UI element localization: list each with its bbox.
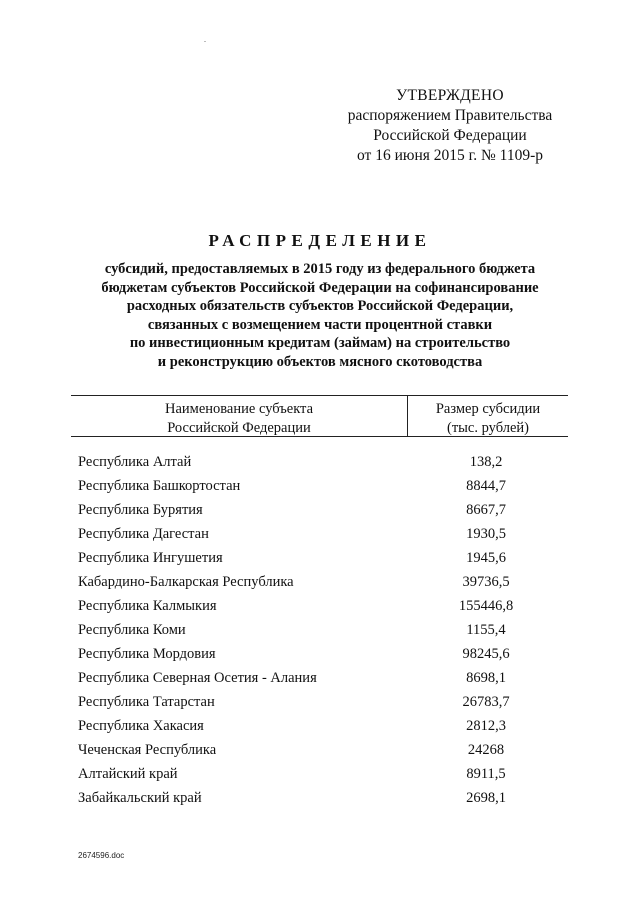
document-footer-filename: 2674596.doc bbox=[78, 851, 125, 860]
approval-line-1: распоряжением Правительства bbox=[347, 107, 553, 124]
header-name-line-2: Российской Федерации bbox=[167, 420, 311, 436]
table-row bbox=[78, 597, 568, 621]
approval-line-3: от 16 июня 2015 г. № 1109-р bbox=[357, 147, 543, 164]
table-row bbox=[78, 573, 568, 597]
subsidy-value: 1155,4 bbox=[466, 622, 506, 638]
subsidy-value: 39736,5 bbox=[462, 574, 510, 590]
subsidy-table-header bbox=[71, 395, 568, 439]
table-row bbox=[78, 549, 568, 573]
subtitle-line: и реконструкцию объектов мясного скотоводства bbox=[157, 353, 483, 370]
table-row bbox=[78, 525, 568, 549]
subsidy-value: 24268 bbox=[467, 742, 505, 758]
subsidy-value: 8667,7 bbox=[466, 502, 506, 518]
table-row bbox=[78, 477, 568, 501]
scan-speck bbox=[204, 41, 206, 42]
header-value-line-2: (тыс. рублей) bbox=[447, 420, 529, 436]
region-name: Республика Калмыкия bbox=[78, 598, 217, 614]
subtitle-line: субсидий, предоставляемых в 2015 году из федерального бюджета bbox=[104, 261, 536, 277]
region-name: Республика Мордовия bbox=[78, 646, 216, 662]
table-row bbox=[78, 741, 568, 765]
document-title: РАСПРЕДЕЛЕНИЕ bbox=[208, 231, 432, 250]
header-value-column bbox=[407, 396, 568, 437]
region-name: Республика Дагестан bbox=[78, 526, 209, 542]
table-row bbox=[78, 717, 568, 741]
header-name-line-1: Наименование субъекта bbox=[164, 401, 314, 417]
approval-block bbox=[330, 86, 570, 166]
region-name: Республика Северная Осетия - Алания bbox=[78, 670, 317, 686]
subsidy-value: 155446,8 bbox=[458, 598, 514, 614]
table-row bbox=[78, 765, 568, 789]
table-row bbox=[78, 789, 568, 813]
subsidy-value: 1945,6 bbox=[466, 550, 506, 566]
header-value-line-1: Размер субсидии bbox=[435, 401, 541, 417]
subtitle-line: расходных обязательств субъектов Российской Федерации, bbox=[126, 298, 514, 315]
region-name: Алтайский край bbox=[78, 766, 178, 782]
region-name: Кабардино-Балкарская Республика bbox=[78, 574, 294, 590]
table-header-row bbox=[71, 395, 568, 439]
table-row bbox=[78, 621, 568, 645]
subsidy-value: 1930,5 bbox=[466, 526, 506, 542]
region-name: Республика Ингушетия bbox=[78, 550, 223, 566]
region-name: Республика Хакасия bbox=[78, 718, 204, 734]
subsidy-value: 26783,7 bbox=[462, 694, 510, 710]
region-name: Чеченская Республика bbox=[78, 742, 217, 758]
region-name: Республика Бурятия bbox=[78, 502, 203, 518]
region-name: Республика Татарстан bbox=[78, 694, 215, 710]
region-name: Забайкальский край bbox=[78, 790, 202, 806]
region-name: Республика Башкортостан bbox=[78, 478, 241, 494]
table-row bbox=[78, 693, 568, 717]
subsidy-value: 8911,5 bbox=[466, 766, 506, 782]
subsidy-value: 138,2 bbox=[469, 454, 503, 470]
document-subtitle bbox=[20, 260, 620, 372]
header-name-column bbox=[71, 396, 407, 437]
table-row bbox=[78, 645, 568, 669]
subsidy-value: 2812,3 bbox=[466, 718, 506, 734]
subsidy-value: 8844,7 bbox=[466, 478, 506, 494]
subtitle-line: бюджетам субъектов Российской Федерации на софинансирование bbox=[101, 279, 539, 296]
subsidy-value: 98245,6 bbox=[462, 646, 510, 662]
table-row bbox=[78, 669, 568, 693]
subsidy-table-body bbox=[78, 453, 568, 813]
region-name: Республика Алтай bbox=[78, 454, 192, 470]
table-row bbox=[78, 453, 568, 477]
subtitle-line: связанных с возмещением части процентной ставки bbox=[147, 316, 493, 333]
region-name: Республика Коми bbox=[78, 622, 186, 638]
approval-line-2: Российской Федерации bbox=[373, 127, 527, 144]
approval-heading: УТВЕРЖДЕНО bbox=[396, 87, 504, 104]
subtitle-line: по инвестиционным кредитам (займам) на строительство bbox=[129, 335, 511, 352]
subsidy-value: 8698,1 bbox=[466, 670, 506, 686]
table-row bbox=[78, 501, 568, 525]
subsidy-value: 2698,1 bbox=[466, 790, 506, 806]
